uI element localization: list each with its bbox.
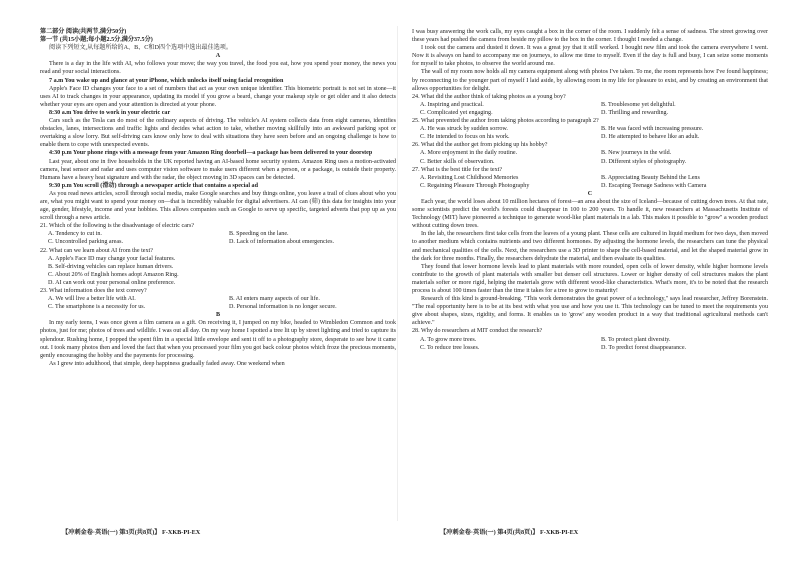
passage-c-paragraph: In the lab, the researchers first take cells from the leaves of a young plant. These cells are cultured in liquid medium for two days, then moved to another medium which contains nutrients and two different hormones. By adjusting the hormone levels, the researchers can tune the physical and mechanical qualities of the cells. Next, the researchers use a 3D printer to shape the cell-based material, and let the shaped material grow in the dark for three months. Finally, the researchers dehydrate the material, and then evaluate its qualities. [412, 231, 768, 262]
section-title: 第二部分 阅读(共两节,满分50分) [40, 29, 127, 35]
option-b: B. He was faced with increasing pressure. [601, 126, 704, 133]
option-c: C. About 20% of English homes adopt Amazon Ring. [48, 271, 179, 278]
option-a: A. More enjoyment in the daily routine. [420, 150, 518, 157]
option-d: D. Different styles of photography. [601, 158, 687, 165]
passage-b-paragraph: I took out the camera and dusted it down. It was a great joy that it still worked. I bought new film and took the camera everywhere I went. Now it is always on hand to accompany me on journeys, to allow me time to myself. Even if the day is full and busy, I can seize some moments for myself to take photos, to observe the world around me. [412, 45, 768, 68]
passage-a-subheading: 7 a.m You wake up and glance at your iPhone, which unlocks itself using facial recognition [49, 77, 284, 84]
question-stem: 24. What did the author think of taking photos as a young boy? [412, 93, 566, 100]
passage-a-label: A [215, 53, 221, 60]
option-a: A. He was struck by sudden sorrow. [420, 126, 508, 133]
question-options [40, 230, 396, 246]
passage-b-label: B [215, 312, 221, 319]
question-stem: 28. Why do researchers at MIT conduct the research? [412, 328, 543, 335]
page-footer-right: 【冲刺金卷·英语(一) 第4页(共8页)】 F-XKB-PI-EX [440, 529, 579, 536]
option-a: A. Revisiting Lost Childhood Memories [420, 174, 519, 181]
passage-c-paragraph: Each year, the world loses about 10 million hectares of forest—an area about the size of Iceland—because of cutting down trees. At that rate, some scientists predict the world's forests could disappear in 100 to 200 years. To handle it, new researchers at Massachusetts Institute of Technology (MIT) have pioneered a technique to generate wood-like plant materials in a lab. This makes it possible to "grow" a wooden product without cutting down trees. [412, 198, 768, 230]
question-stem: 21. Which of the following is the disadvantage of electric cars? [40, 223, 195, 230]
option-b: B. Self-driving vehicles can replace human drivers. [48, 263, 174, 270]
option-a: A. Inspiring and practical. [420, 101, 484, 108]
option-c: C. Better skills of observation. [420, 158, 495, 165]
question-stem: 23. What information does the text convey? [40, 288, 147, 294]
passage-b-paragraph: In my early teens, I was once given a film camera as a gift. On receiving it, I jumped on my bike, headed to Wimbledon Common and took photos, just for me; photos of trees and wildlife. I was out all day. On my way home I spotted a tree lit up by street lighting and tried to capture its splendour. Rushing home, I popped the spent film in a special little envelope and sent it off to a photography store, desperate to see how it came out. I took many photos then and loved the fact that when you processed your film you got back colour photos which froze the precious moments, gently encouraging the hobby and the payments for processing. [40, 320, 396, 359]
question-options [412, 125, 768, 141]
passage-b-paragraph: As I grew into adulthood, that simple, deep happiness gradually faded away. One weekend when [49, 360, 285, 367]
option-b: B. New journeys in the wild. [601, 150, 672, 157]
page-footer-left: 【冲刺金卷·英语(一) 第3页(共8页)】 F-XKB-PI-EX [62, 529, 201, 536]
option-a: A. We will live a better life with AI. [48, 296, 136, 303]
section-intro: 第一节 (共15小题;每小题2.5分,满分37.5分) [40, 37, 153, 44]
option-c: C. To reduce tree losses. [420, 344, 480, 351]
option-b: B. Troublesome yet delightful. [601, 101, 676, 108]
question-stem: 26. What did the author get from picking up his hobby? [412, 142, 548, 149]
passage-b-paragraph: I was busy answering the work calls, my eyes caught a box in the corner of the room. I suddenly felt a sense of sadness. The street growing over these years had pushed the camera from beside my pillow to the box in the corner. I thought I needed a change. [412, 29, 768, 44]
question-options [412, 101, 768, 117]
question-options [412, 174, 768, 190]
passage-a-subheading: 4:30 p.m Your phone rings with a message from your Amazon Ring doorbell—a package has been delivered to your doorstep [49, 150, 373, 157]
column-divider [397, 26, 398, 521]
left-column [40, 28, 396, 368]
option-d: D. Personal information is no longer secure. [229, 304, 337, 311]
passage-c-paragraph: They found that lower hormone levels lead to plant materials with more rounded, open cells of lower density, while higher hormone levels contribute to the growth of plant materials with smaller but denser cell structures. Lower or higher density of cell structures makes the plant materials softer or more rigid, helping the materials grow with different wood-like characteristics. What's more, it's to be noted that the research process is about 100 times faster than the time it takes for a tree to grow to maturity! [412, 263, 768, 294]
option-b: B. AI enters many aspects of our life. [229, 296, 320, 303]
option-b: B. To protect plant diversity. [601, 336, 671, 343]
right-column [412, 28, 768, 352]
passage-a-subheading: 9:30 p.m You scroll (滑动) through a newspaper article that contains a special ad [49, 182, 258, 189]
option-a: A. To grow more trees. [420, 336, 477, 343]
passage-a-paragraph: Apple's Face ID changes your face to a set of numbers that act as your own unique identifier. This biometric portrait is not set in stone—it uses AI to track changes in your appearance, updating its model if you grow a beard, change your makeup style or get older and it also detects whether your eyes are open and your attention is directed at your phone. [40, 85, 396, 108]
passage-b-paragraph: The wall of my room now holds all my camera equipment along with photos I've taken. To me, the room represents how I've found happiness; by reconnecting to the younger part of myself I laid aside, by allowing room in my life for pleasure to exist, and by creating an environment that allows opportunities for delight. [412, 69, 768, 92]
option-d: D. To predict forest disappearance. [601, 344, 687, 351]
question-options [412, 149, 768, 165]
question-options [412, 336, 768, 352]
question-options [40, 295, 396, 311]
option-d: D. Escaping Teenage Sadness with Camera [601, 182, 707, 189]
question-stem: 25. What prevented the author from taking photos according to paragraph 2? [412, 118, 599, 125]
passage-a-paragraph: There is a day in the life with AI, who follows your move; the way you travel, the food you eat, how you spend your money, the news you read and your social interactions. [40, 61, 396, 76]
option-a: A. Apple's Face ID may change your facial features. [48, 255, 176, 262]
option-c: C. Complicated yet engaging. [420, 109, 493, 116]
option-c: C. Uncontrolled parking areas. [48, 239, 123, 246]
passage-c-paragraph: Research of this kind is ground-breaking. "This work demonstrates the great power of a technology," says lead researcher, Jeffrey Borenstein. "The real opportunity here is to be at its best with what you use and how you use it. This technology can be tuned to meet the requirements you give about shapes, sizes, rigidity, and forms. It enables us to 'grow' any wooden product in a way that traditional agricultural methods can't achieve." [412, 296, 768, 327]
passage-a-paragraph: As you read news articles, scroll through social media, make Google searches and buy things online, you leave a trail of clues about who you are, what you might want to spend your money on—that is incredibly valuable for digital advertisers. AI can (筛) this data for insights into your age, gender, lifestyle, income and your hobbies. This allows companies such as Google to serve up specific, targeted adverts that pop up as you scroll through a news article. [40, 190, 396, 222]
option-a: A. Tendency to cut in. [48, 231, 102, 238]
option-b: B. Appreciating Beauty Behind the Lens [601, 174, 700, 181]
question-stem: 22. What can we learn about AI from the text? [40, 247, 153, 254]
option-c: C. He intended to focus on his work. [420, 134, 510, 141]
option-b: B. Speeding on the lane. [229, 231, 289, 238]
option-c: C. The smartphone is a necessity for us. [48, 304, 146, 311]
option-c: C. Regaining Pleasure Through Photography [420, 182, 530, 189]
option-d: D. AI can work out your personal online preference. [48, 279, 176, 286]
option-d: D. Thrilling and rewarding. [601, 109, 669, 116]
option-d: D. Lack of information about emergencies. [229, 239, 334, 246]
question-options [40, 255, 396, 287]
question-stem: 27. What is the best title for the text? [412, 166, 503, 173]
passage-c-label: C [587, 190, 593, 197]
passage-a-paragraph: Cars such as the Tesla can do most of the ordinary aspects of driving. The vehicle's AI system collects data from eight cameras, identifies obstacles, lanes, intersections and traffic lights and decides what action to take, whether moving skillfully into an awkward parking spot or overtaking a slow lorry. But self-driving cars know only how to deal with situations they have seen before and an ongoing challenge is how to enable them to cope with unexpected events. [40, 118, 396, 149]
instruction: 阅读下列短文,从每题所给的A、B、C和D四个选项中选出最佳选项。 [49, 45, 232, 52]
passage-a-subheading: 8:30 a.m You drive to work in your electric car [49, 109, 171, 116]
option-d: D. He attempted to behave like an adult. [601, 134, 700, 141]
passage-a-paragraph: Last year, about one in five households in the UK reported having an AI-based home security system. Amazon Ring uses a motion-activated camera, heat sensor and radar and uses computer vision software to make users different when a person, or a package, is outside their property. Humans have a heavy heat signature and with the radar, the object moving in 3D spaces can be detected. [40, 158, 396, 181]
